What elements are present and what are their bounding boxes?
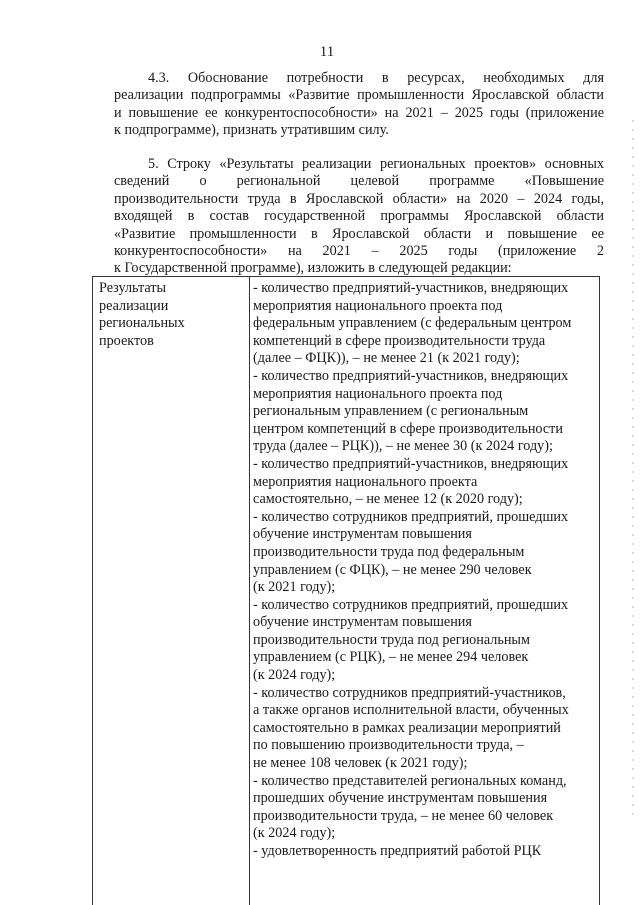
table-result-line: (к 2021 году); — [253, 579, 336, 596]
table-result-line: управлением (с ФЦК), – не менее 290 человек — [253, 561, 532, 578]
table-result-line: не менее 108 человек (к 2021 году); — [253, 755, 468, 772]
table-result-line: производительности труда, – не менее 60 человек — [253, 807, 554, 824]
table-label-line: региональных — [99, 315, 185, 332]
table-result-line: производительности труда под федеральным — [253, 543, 525, 560]
results-table — [92, 276, 600, 905]
paragraph-line: производительности труда в Ярославской области» на 2020 – 2024 годы, — [114, 190, 604, 207]
table-result-line: мероприятия национального проекта — [253, 473, 478, 490]
paragraph-line: «Развитие промышленности в Ярославской области и повышение ее — [114, 225, 604, 242]
scan-edge-artifact — [632, 120, 634, 820]
table-result-line: компетенций в сфере производительности труда — [253, 332, 546, 349]
table-result-line: самостоятельно, – не менее 12 (к 2020 году); — [253, 491, 523, 508]
paragraph-line: конкурентоспособности» на 2021 – 2025 годы (приложение 2 — [114, 243, 604, 260]
paragraph-4-3 — [114, 70, 604, 140]
table-result-line: федеральным управлением (с федеральным центром — [253, 315, 572, 332]
table-result-line: региональным управлением (с региональным — [253, 403, 529, 420]
table-result-line: прошедших обучение инструментам повышения — [253, 790, 548, 807]
paragraph-line: к Государственной программе), изложить в следующей редакции: — [114, 260, 512, 277]
table-result-line: - количество предприятий-участников, внедряющих — [253, 280, 569, 296]
table-result-line: - количество сотрудников предприятий, прошедших — [253, 508, 569, 525]
paragraph-line: и повышение ее конкурентоспособности» на 2021 – 2025 годы (приложение — [114, 104, 604, 121]
table-result-line: - количество предприятий-участников, внедряющих — [253, 367, 569, 384]
table-result-line: управлением (с РЦК), – не менее 294 человек — [253, 649, 529, 666]
table-result-line: (к 2024 году); — [253, 825, 336, 842]
paragraph-line: реализации подпрограммы «Развитие промышленности Ярославской области — [114, 87, 604, 104]
table-result-line: производительности труда под региональным — [253, 631, 530, 648]
table-label-line: Результаты — [99, 280, 166, 296]
table-result-line: обучение инструментам повышения — [253, 614, 472, 631]
paragraph-line: входящей в состав государственной программы Ярославской области — [114, 208, 604, 225]
paragraph-5 — [114, 156, 604, 278]
table-result-line: (к 2024 году); — [253, 667, 336, 684]
table-result-line: - количество представителей региональных команд, — [253, 772, 567, 789]
table-result-line: (далее – ФЦК)), – не менее 21 (к 2021 году); — [253, 350, 520, 367]
table-result-line: - количество сотрудников предприятий, прошедших — [253, 596, 569, 613]
table-result-line: обучение инструментам повышения — [253, 526, 472, 543]
table-result-line: - количество сотрудников предприятий-участников, — [253, 684, 566, 701]
table-result-line: самостоятельно в рамках реализации мероприятий — [253, 719, 561, 736]
table-result-line: мероприятия национального проекта под — [253, 385, 503, 402]
table-cell-results — [253, 280, 595, 861]
paragraph-line: сведений о региональной целевой программе «Повышение — [114, 173, 604, 190]
paragraph-line: 4.3. Обоснование потребности в ресурсах, необходимых для — [148, 70, 604, 86]
table-result-line: труда (далее – РЦК)), – не менее 30 (к 2024 году); — [253, 438, 553, 455]
table-label-line: проектов — [99, 332, 154, 349]
table-cell-label — [99, 280, 244, 350]
paragraph-line: к подпрограмме), признать утратившим силу. — [114, 122, 389, 139]
table-result-line: мероприятия национального проекта под — [253, 297, 503, 314]
table-result-line: - количество предприятий-участников, внедряющих — [253, 455, 569, 472]
table-result-line: а также органов исполнительной власти, обученных — [253, 702, 569, 719]
table-result-line: по повышению производительности труда, – — [253, 737, 524, 754]
paragraph-line: 5. Строку «Результаты реализации региональных проектов» основных — [148, 156, 604, 172]
table-label-line: реализации — [99, 297, 169, 314]
table-column-divider — [249, 277, 250, 905]
page-number: 11 — [319, 44, 335, 60]
table-result-line: центром компетенций в сфере производительности — [253, 420, 563, 437]
table-result-line: - удовлетворенность предприятий работой РЦК — [253, 843, 542, 859]
